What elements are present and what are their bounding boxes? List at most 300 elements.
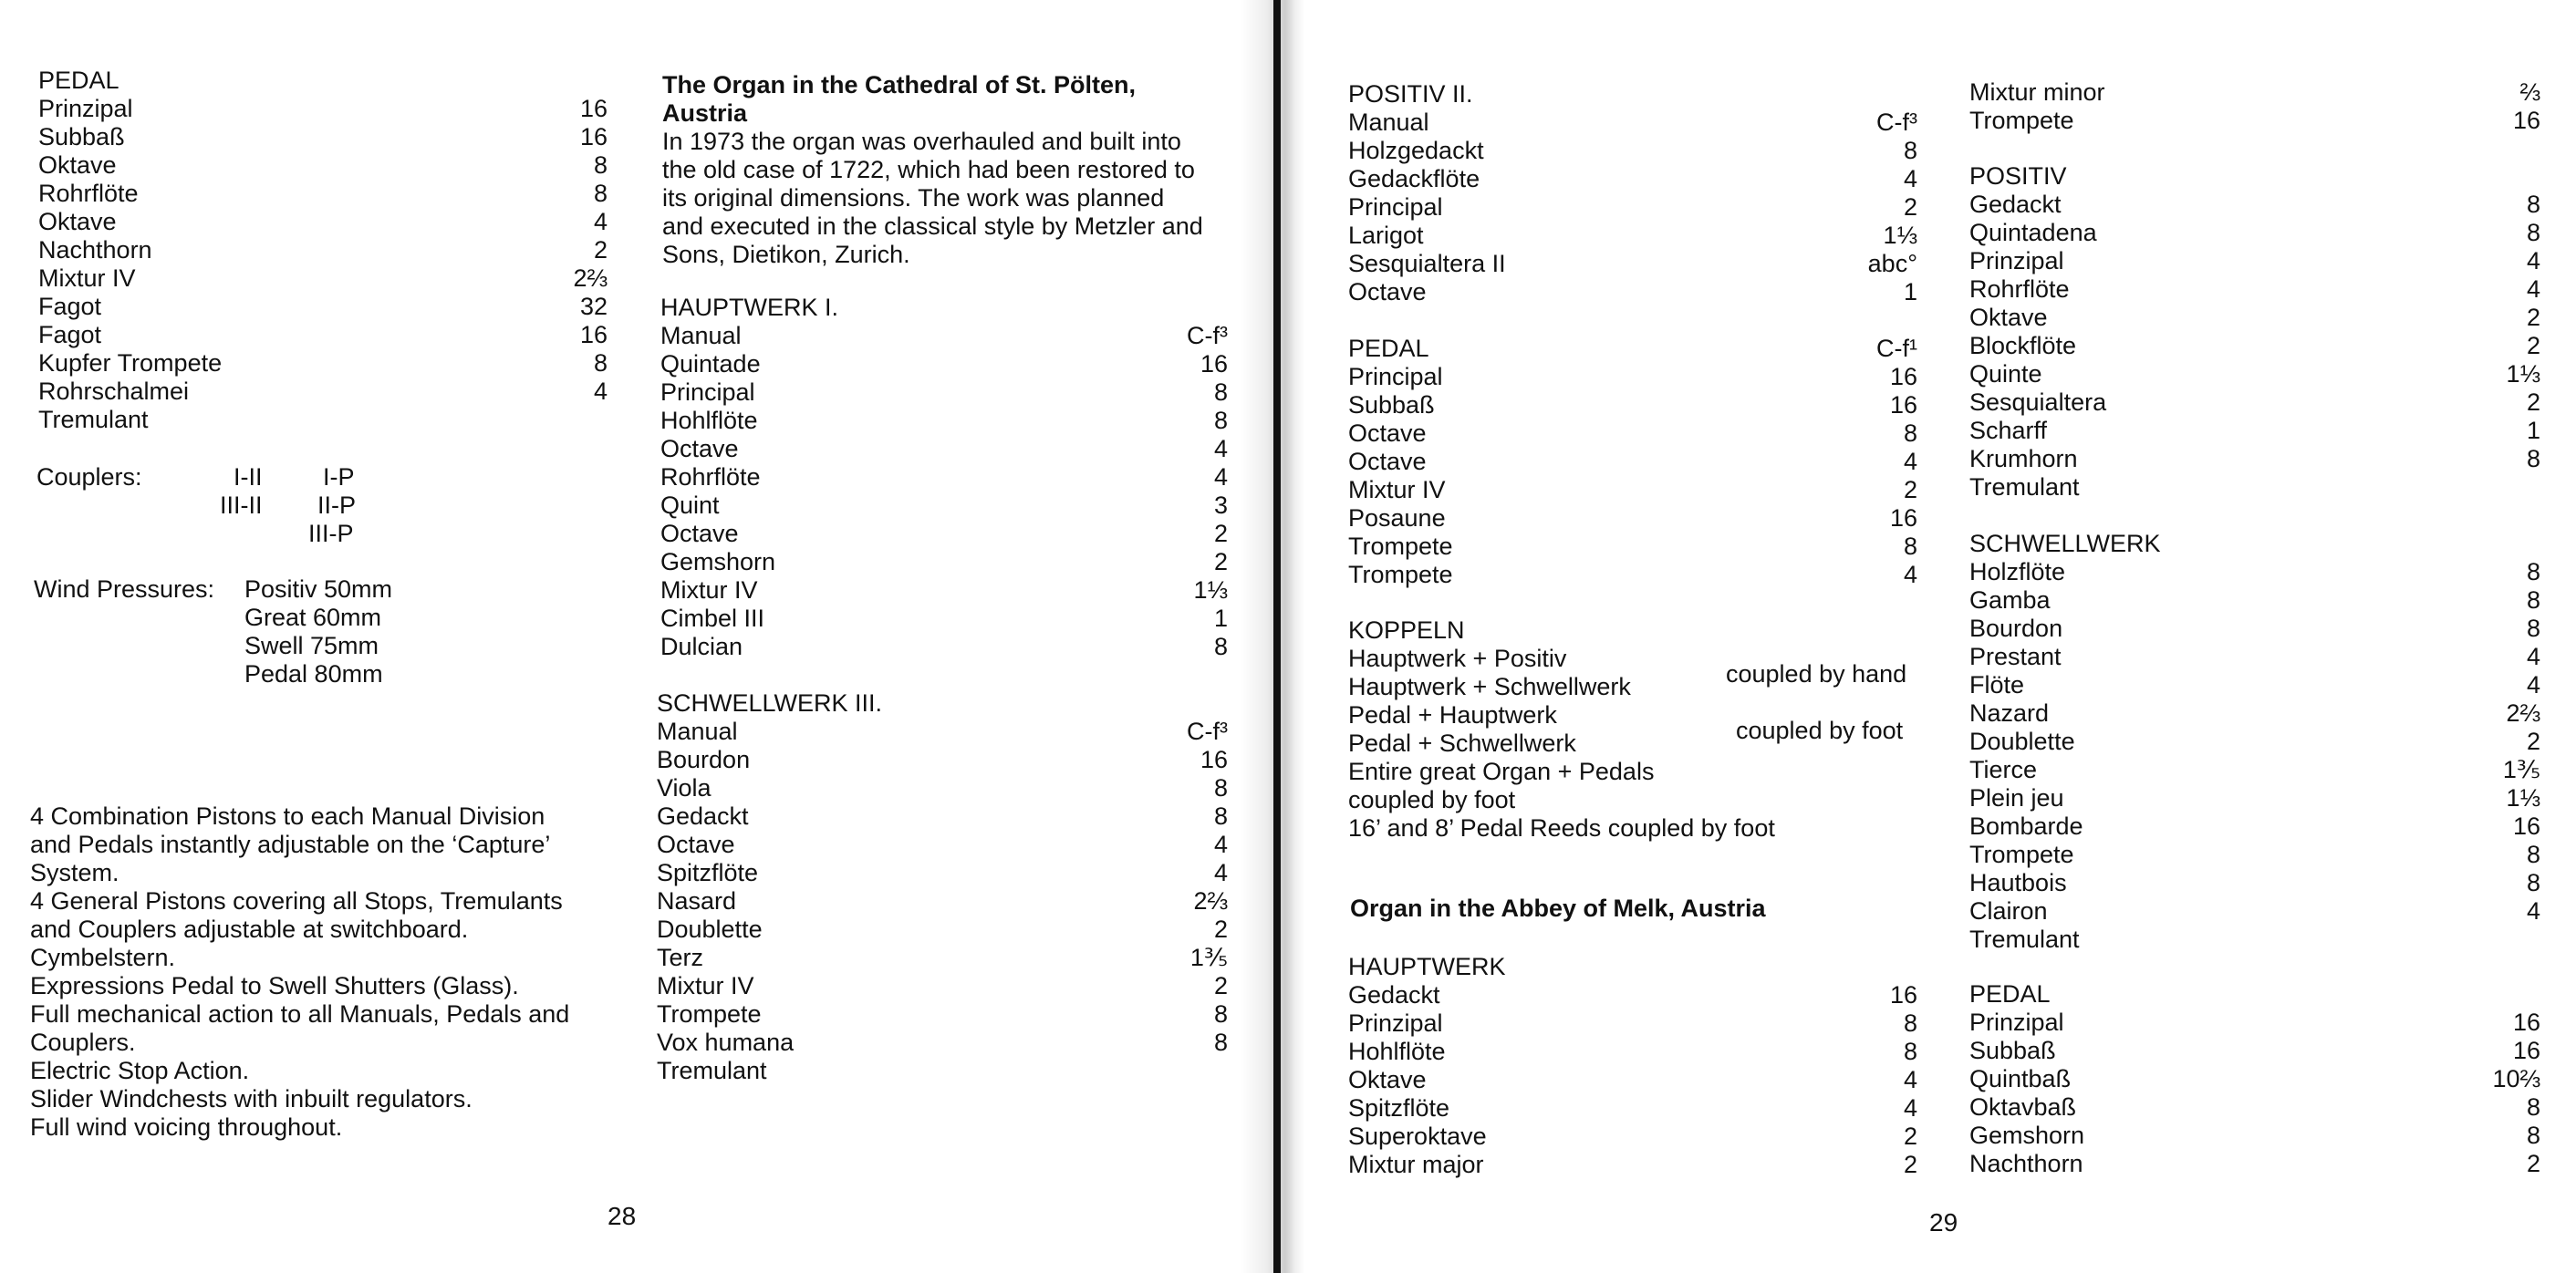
section-title: PEDAL <box>1348 335 1429 362</box>
stop-row <box>657 916 1228 944</box>
stop-name: Octave <box>660 435 739 462</box>
stop-pitch: 16 <box>2512 1037 2540 1064</box>
stop-name: Trompete <box>1348 533 1453 560</box>
stop-row <box>1969 304 2540 332</box>
stop-name: Terz <box>657 944 704 971</box>
stop-pitch: 4 <box>1213 831 1228 858</box>
stop-pitch: 1⅓ <box>2506 784 2540 812</box>
hauptwerk-i-section <box>660 294 1228 661</box>
melk-hauptwerk-section <box>1348 953 1917 1179</box>
stop-pitch: 1 <box>1903 278 1917 305</box>
stop-name: Vox humana <box>657 1029 795 1056</box>
wind-pedal: Pedal 80mm <box>244 660 383 688</box>
stop-name: Holzgedackt <box>1348 137 1484 164</box>
stop-pitch: 16 <box>1889 981 1917 1009</box>
stop-pitch: 8 <box>2526 1093 2540 1121</box>
stop-pitch: 4 <box>2526 897 2540 925</box>
section-title: KOPPELN <box>1348 616 1465 644</box>
coupler-i-p: I-P <box>323 463 355 491</box>
stop-pitch: 8 <box>1903 1009 1917 1037</box>
stop-pitch: 2⅔ <box>573 264 608 292</box>
stop-name: Mixtur minor <box>1969 78 2105 106</box>
text-line: Full mechanical action to all Manuals, Pedals and <box>30 1000 570 1028</box>
stop-row <box>1348 363 1917 391</box>
section-title: HAUPTWERK <box>1348 953 1506 980</box>
stop-name: Trompete <box>1969 107 2074 134</box>
stop-name: Tremulant <box>1969 473 2080 501</box>
stop-name: Octave <box>1348 448 1427 475</box>
stop-pitch: 8 <box>2526 219 2540 246</box>
stop-name: Octave <box>1348 419 1427 447</box>
stop-row <box>660 605 1228 633</box>
stop-pitch: 4 <box>2526 275 2540 303</box>
stop-name: Plein jeu <box>1969 784 2064 812</box>
stop-pitch: 1 <box>1213 605 1228 632</box>
stop-name: Trompete <box>657 1000 762 1028</box>
stop-name: Octave <box>1348 278 1427 305</box>
section-title: PEDAL <box>1969 980 2051 1008</box>
stop-row <box>1969 784 2540 812</box>
stop-pitch: 2 <box>2526 388 2540 416</box>
stop-name: Trompete <box>1969 841 2074 868</box>
stop-row <box>1969 388 2540 417</box>
stop-name: Nazard <box>1969 699 2050 727</box>
stop-row <box>38 378 608 406</box>
stop-row <box>1969 247 2540 275</box>
stop-pitch: 8 <box>2526 586 2540 614</box>
stop-row <box>657 746 1228 774</box>
stop-row <box>1969 728 2540 756</box>
melk-schwellwerk-section <box>1969 530 2540 954</box>
stop-row <box>660 576 1228 605</box>
stop-row <box>38 151 608 180</box>
stop-row <box>657 1057 1228 1085</box>
stop-name: Hohlflöte <box>660 407 758 434</box>
stop-name: Prinzipal <box>1348 1009 1443 1037</box>
stop-pitch: 8 <box>1903 1038 1917 1065</box>
stop-row <box>38 180 608 208</box>
stop-row <box>1969 275 2540 304</box>
stop-pitch: 4 <box>593 378 608 405</box>
wind-pressures-label: Wind Pressures: <box>34 575 215 603</box>
stop-name: Oktave <box>1969 304 2048 331</box>
stop-name: Bourdon <box>657 746 751 773</box>
text-line: its original dimensions. The work was planned <box>662 184 1165 212</box>
stop-name: Octave <box>660 520 739 547</box>
melk-positiv-section <box>1969 162 2540 502</box>
couplers-label: Couplers: <box>36 463 142 491</box>
stop-row <box>1348 476 1917 504</box>
stop-pitch: 8 <box>2526 869 2540 896</box>
stop-name: Prinzipal <box>1969 1009 2064 1036</box>
stop-row <box>1969 615 2540 643</box>
stop-name: Gamba <box>1969 586 2051 614</box>
stop-name: Gedackt <box>657 802 749 830</box>
stop-row <box>657 718 1228 746</box>
stop-name: Holzflöte <box>1969 558 2066 585</box>
intro-paragraph <box>662 128 1228 269</box>
stop-name: Trompete <box>1348 561 1453 588</box>
stop-name: Fagot <box>38 293 102 320</box>
coupler-ii-p: II-P <box>317 492 357 519</box>
stop-name: Fagot <box>38 321 102 348</box>
stop-name: Blockflöte <box>1969 332 2077 359</box>
stop-pitch: ⅔ <box>2519 78 2540 106</box>
section-title: HAUPTWERK I. <box>660 294 839 321</box>
stop-name: Posaune <box>1348 504 1446 532</box>
stop-name: Mixtur IV <box>660 576 758 604</box>
stop-name: Subbaß <box>1348 391 1435 419</box>
stop-row <box>660 322 1228 350</box>
stop-name: Principal <box>1348 193 1443 221</box>
coupler-iii-ii: III-II <box>220 492 263 519</box>
stop-row <box>1969 926 2540 954</box>
koppel-pedal-reeds: 16’ and 8’ Pedal Reeds coupled by foot <box>1348 814 1775 842</box>
stop-name: Spitzflöte <box>657 859 759 886</box>
stop-row <box>38 349 608 378</box>
text-line: and Pedals instantly adjustable on the ‘Capture’ <box>30 831 551 858</box>
stop-pitch: 8 <box>1213 802 1228 830</box>
stop-row <box>1348 222 1917 250</box>
stop-pitch: 4 <box>1903 165 1917 192</box>
stop-row <box>38 236 608 264</box>
stop-row <box>660 492 1228 520</box>
pedal-compass: C-f¹ <box>1876 335 1917 362</box>
stop-row <box>1348 137 1917 165</box>
stop-list <box>1348 109 1917 306</box>
article-title-line-1: The Organ in the Cathedral of St. Pölten, <box>662 71 1137 98</box>
stop-list <box>657 718 1228 1085</box>
stop-pitch: 2 <box>1903 193 1917 221</box>
text-line: Couplers. <box>30 1029 136 1056</box>
page-number-right: 29 <box>1929 1208 1958 1237</box>
stop-pitch: 4 <box>1213 435 1228 462</box>
stop-pitch: 2 <box>2526 1150 2540 1177</box>
stop-pitch: 4 <box>2526 643 2540 670</box>
stop-row <box>1969 1037 2540 1065</box>
stop-row <box>1348 1009 1917 1038</box>
stop-pitch: 1⅓ <box>2506 360 2540 388</box>
stop-row <box>1969 756 2540 784</box>
stop-name: Quint <box>660 492 720 519</box>
stop-name: Tierce <box>1969 756 2038 783</box>
stop-pitch: 4 <box>1903 1094 1917 1122</box>
stop-name: Subbaß <box>1969 1037 2056 1064</box>
stop-name: Mixtur IV <box>1348 476 1446 503</box>
text-line: Slider Windchests with inbuilt regulators. <box>30 1085 473 1113</box>
text-line: and executed in the classical style by Metzler and <box>662 212 1203 240</box>
stop-pitch: 8 <box>2526 841 2540 868</box>
stop-name: Hohlflöte <box>1348 1038 1446 1065</box>
stop-name: Principal <box>660 378 755 406</box>
stop-pitch: 8 <box>1213 1000 1228 1028</box>
coupler-iii-p: III-P <box>308 520 354 547</box>
text-line: 4 General Pistons covering all Stops, Tremulants <box>30 887 563 915</box>
stop-row <box>657 774 1228 802</box>
stop-pitch: 32 <box>579 293 608 320</box>
stop-row <box>1969 1122 2540 1150</box>
stop-row <box>1969 445 2540 473</box>
page-number-left: 28 <box>608 1202 637 1230</box>
stop-pitch: 8 <box>1213 774 1228 802</box>
stop-pitch: 2 <box>1903 1123 1917 1150</box>
stop-pitch: 1⅗ <box>2502 756 2540 783</box>
stop-pitch: 16 <box>2512 812 2540 840</box>
stop-pitch: abc° <box>1867 250 1917 277</box>
stop-row <box>660 407 1228 435</box>
stop-pitch: 2⅔ <box>2506 699 2540 727</box>
stop-name: Krumhorn <box>1969 445 2078 472</box>
section-title: POSITIV <box>1969 162 2067 190</box>
stop-row <box>38 406 608 434</box>
stop-row <box>1969 586 2540 615</box>
stop-row <box>1969 841 2540 869</box>
text-line: Electric Stop Action. <box>30 1057 250 1084</box>
stop-list <box>1969 1009 2540 1178</box>
text-line: and Couplers adjustable at switchboard. <box>30 916 469 943</box>
stop-name: Principal <box>1348 363 1443 390</box>
section-title: PEDAL <box>38 67 119 94</box>
wind-pressures-list <box>244 575 392 688</box>
stop-pitch: 8 <box>1903 137 1917 164</box>
koppel-hw-schwellwerk: Hauptwerk + Schwellwerk <box>1348 673 1631 700</box>
stop-pitch: 8 <box>593 180 608 207</box>
stop-pitch: 8 <box>1213 1029 1228 1056</box>
stop-name: Viola <box>657 774 712 802</box>
stop-name: Gemshorn <box>1969 1122 2085 1149</box>
coupled-by-foot-note: coupled by foot <box>1736 717 1904 744</box>
stop-row <box>1969 332 2540 360</box>
stop-row <box>1969 473 2540 502</box>
stop-pitch: 2 <box>1903 476 1917 503</box>
stop-name: Flöte <box>1969 671 2025 699</box>
stop-pitch: 4 <box>2526 247 2540 274</box>
stop-row <box>1969 107 2540 135</box>
koppel-pedal-schwellwerk: Pedal + Schwellwerk <box>1348 730 1576 757</box>
stop-row <box>38 95 608 123</box>
article-title: Organ in the Abbey of Melk, Austria <box>1350 895 1766 922</box>
stop-name: Hautbois <box>1969 869 2067 896</box>
stop-pitch: 4 <box>593 208 608 235</box>
pedal-title-row <box>1348 335 1917 363</box>
stop-name: Sesquialtera <box>1969 388 2107 416</box>
stop-pitch: 2 <box>1213 972 1228 999</box>
stop-row <box>1969 643 2540 671</box>
koppel-entire-organ: Entire great Organ + Pedals <box>1348 758 1655 785</box>
stop-name: Gemshorn <box>660 548 776 575</box>
stop-row <box>1348 278 1917 306</box>
schwellwerk-iii-section <box>657 689 1228 1085</box>
section-title: POSITIV II. <box>1348 80 1473 108</box>
stop-row <box>1348 533 1917 561</box>
stop-pitch: 4 <box>1903 1066 1917 1093</box>
mixtur-trompete-continued <box>1969 78 2540 135</box>
stop-name: Subbaß <box>38 123 125 150</box>
stop-row <box>657 831 1228 859</box>
stop-name: Nachthorn <box>1969 1150 2083 1177</box>
stop-row <box>1348 504 1917 533</box>
stop-name: Doublette <box>657 916 763 943</box>
stop-row <box>657 972 1228 1000</box>
stop-row <box>1348 448 1917 476</box>
stop-name: Tremulant <box>38 406 149 433</box>
stop-name: Doublette <box>1969 728 2075 755</box>
koppel-hw-positiv: Hauptwerk + Positiv <box>1348 645 1567 672</box>
stop-pitch: 2 <box>593 236 608 264</box>
stop-row <box>1969 1065 2540 1093</box>
melk-title <box>1350 895 1766 923</box>
stop-name: Prinzipal <box>38 95 133 122</box>
stop-row <box>1969 78 2540 107</box>
stop-name: Mixtur IV <box>38 264 136 292</box>
notes-list <box>30 802 614 1142</box>
stop-name: Superoktave <box>1348 1123 1487 1150</box>
stop-row <box>1969 1009 2540 1037</box>
stop-row <box>1348 419 1917 448</box>
stop-pitch: 4 <box>1213 859 1228 886</box>
stop-pitch: 2⅔ <box>1193 887 1228 915</box>
wind-positiv: Positiv 50mm <box>244 575 393 603</box>
wind-great: Great 60mm <box>244 604 382 631</box>
stop-pitch: 16 <box>1889 363 1917 390</box>
stop-row <box>660 520 1228 548</box>
stop-pitch: 8 <box>1903 533 1917 560</box>
stop-name: Rohrflöte <box>660 463 761 491</box>
stop-name: Prinzipal <box>1969 247 2064 274</box>
stop-row <box>1348 1123 1917 1151</box>
stop-row <box>38 293 608 321</box>
section-title: SCHWELLWERK III. <box>657 689 883 717</box>
text-line: Full wind voicing throughout. <box>30 1113 343 1141</box>
stop-list <box>1969 191 2540 502</box>
stop-name: Clairon <box>1969 897 2048 925</box>
stop-row <box>1348 561 1917 589</box>
stop-pitch: 16 <box>579 95 608 122</box>
text-line: System. <box>30 859 119 886</box>
stop-pitch: 4 <box>1903 561 1917 588</box>
stop-row <box>1348 1038 1917 1066</box>
stop-name: Cimbel III <box>660 605 765 632</box>
stop-pitch: 10⅔ <box>2492 1065 2540 1092</box>
stop-row <box>1348 250 1917 278</box>
stop-name: Oktave <box>1348 1066 1427 1093</box>
stop-row <box>660 633 1228 661</box>
stop-pitch: 4 <box>2526 671 2540 699</box>
stop-name: Rohrflöte <box>1969 275 2070 303</box>
stop-pitch: 2 <box>1213 548 1228 575</box>
stop-name: Tremulant <box>1969 926 2080 953</box>
positiv-ii-section <box>1348 80 1917 306</box>
stop-pitch: 2 <box>2526 304 2540 331</box>
stop-row <box>1969 812 2540 841</box>
stop-row <box>657 887 1228 916</box>
wind-swell: Swell 75mm <box>244 632 379 659</box>
text-line: Expressions Pedal to Swell Shutters (Glass). <box>30 972 519 999</box>
stop-name: Gedackt <box>1348 981 1440 1009</box>
stop-pitch: C-f³ <box>1187 322 1228 349</box>
stop-name: Manual <box>657 718 738 745</box>
stop-pitch: 8 <box>1213 378 1228 406</box>
stop-row <box>1969 417 2540 445</box>
stop-name: Tremulant <box>657 1057 767 1084</box>
stop-row <box>1348 165 1917 193</box>
book-gutter-shadow <box>1241 0 1304 1273</box>
stop-name: Kupfer Trompete <box>38 349 223 377</box>
stop-pitch: 16 <box>1889 504 1917 532</box>
stop-name: Octave <box>657 831 735 858</box>
stop-pitch: C-f³ <box>1876 109 1917 136</box>
stop-row <box>38 208 608 236</box>
stop-pitch: 16 <box>2512 1009 2540 1036</box>
stop-name: Quinte <box>1969 360 2042 388</box>
stop-pitch: 2 <box>1903 1151 1917 1178</box>
stop-name: Quintbaß <box>1969 1065 2072 1092</box>
coupled-by-hand-note: coupled by hand <box>1726 660 1907 688</box>
stop-name: Spitzflöte <box>1348 1094 1450 1122</box>
coupler-i-ii: I-II <box>234 463 263 491</box>
stop-row <box>660 350 1228 378</box>
stop-pitch: 8 <box>593 151 608 179</box>
stop-row <box>1969 1093 2540 1122</box>
stop-row <box>38 123 608 151</box>
stop-name: Bombarde <box>1969 812 2083 840</box>
stop-name: Gedackt <box>1969 191 2062 218</box>
stop-row <box>657 944 1228 972</box>
stop-row <box>1969 699 2540 728</box>
stop-name: Oktave <box>38 208 117 235</box>
book-spine <box>1273 0 1281 1273</box>
stop-row <box>660 548 1228 576</box>
stop-pitch: 16 <box>579 123 608 150</box>
stop-pitch: 1⅗ <box>1189 944 1228 971</box>
stop-row <box>1969 219 2540 247</box>
stop-pitch: 3 <box>1213 492 1228 519</box>
stop-row <box>1969 897 2540 926</box>
stop-row <box>1348 193 1917 222</box>
stop-name: Scharff <box>1969 417 2048 444</box>
organ-features-notes <box>30 802 614 1142</box>
stop-name: Mixtur major <box>1348 1151 1484 1178</box>
stop-row <box>660 378 1228 407</box>
stop-pitch: 2 <box>2526 728 2540 755</box>
stop-row <box>657 1029 1228 1057</box>
stop-row <box>1348 109 1917 137</box>
article-title-line-2: Austria <box>662 99 748 127</box>
koppel-pedal-hauptwerk: Pedal + Hauptwerk <box>1348 701 1557 729</box>
stop-row <box>1969 671 2540 699</box>
stop-list <box>660 322 1228 661</box>
stop-pitch: C-f³ <box>1187 718 1228 745</box>
stop-pitch: 1⅓ <box>1193 576 1228 604</box>
stop-pitch: 16 <box>1200 746 1228 773</box>
text-line: Sons, Dietikon, Zurich. <box>662 241 910 268</box>
stop-list <box>1969 558 2540 954</box>
stop-pitch: 8 <box>593 349 608 377</box>
stop-name: Sesquialtera II <box>1348 250 1506 277</box>
stop-name: Rohrschalmei <box>38 378 190 405</box>
stop-row <box>1348 1066 1917 1094</box>
stop-row <box>1348 391 1917 419</box>
stop-name: Rohrflöte <box>38 180 139 207</box>
stop-name: Quintade <box>660 350 761 378</box>
melk-pedal-section <box>1969 980 2540 1178</box>
stop-name: Dulcian <box>660 633 743 660</box>
stop-row <box>1348 981 1917 1009</box>
st-poelten-intro <box>662 71 1228 269</box>
stop-name: Nachthorn <box>38 236 152 264</box>
stop-name: Manual <box>660 322 742 349</box>
stop-pitch: 8 <box>1213 407 1228 434</box>
